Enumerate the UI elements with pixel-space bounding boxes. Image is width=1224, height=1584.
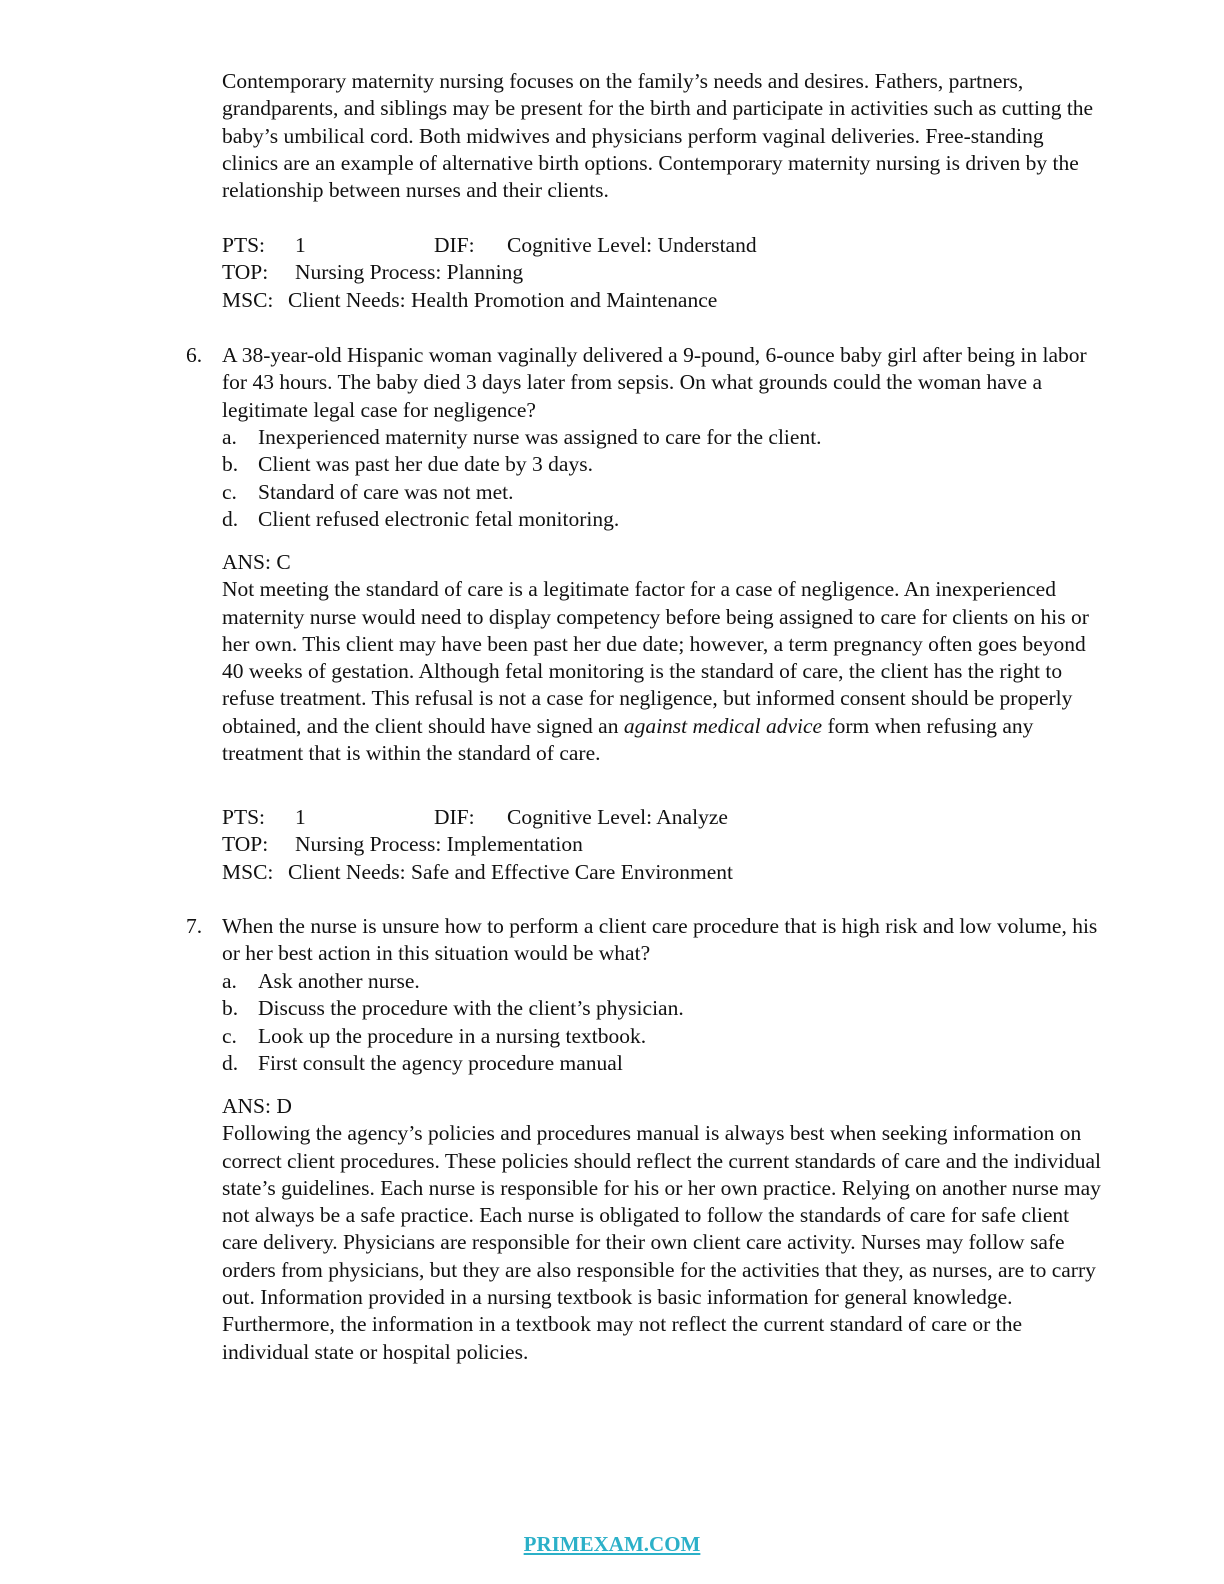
footer-link[interactable]: PRIMEXAM.COM [523, 1532, 701, 1556]
q7-answer-block [222, 1093, 1102, 1366]
option-text: Standard of care was not met. [258, 479, 514, 504]
option-text: First consult the agency procedure manual [258, 1050, 623, 1075]
dif-label: DIF: [434, 233, 475, 257]
option-text: Client refused electronic fetal monitoring. [258, 506, 620, 531]
option-letter: b. [222, 452, 239, 477]
dif-label: DIF: [434, 805, 475, 829]
msc-label: MSC: [222, 287, 274, 312]
option-c [222, 1023, 1102, 1050]
q6-top-row [222, 831, 1102, 858]
q5-top-row [222, 259, 1102, 286]
question-stem: When the nurse is unsure how to perform a client care procedure that is high risk and low volume, his or her best action in this situation would be what? [222, 914, 1098, 966]
pts-label: PTS: [222, 805, 266, 829]
rationale-italic-text: against medical advice [623, 713, 823, 738]
option-letter: d. [222, 506, 239, 531]
option-letter: a. [222, 969, 237, 993]
q6-metadata [222, 804, 1102, 886]
option-letter: c. [222, 1023, 237, 1048]
option-text: Inexperienced maternity nurse was assigned to care for the client. [258, 425, 822, 449]
top-label: TOP: [222, 260, 269, 285]
option-c [222, 479, 1102, 506]
option-b [222, 995, 1102, 1022]
q7-options [222, 968, 1102, 1077]
option-d [222, 506, 1102, 533]
msc-label: MSC: [222, 859, 274, 884]
footer [0, 1531, 1224, 1558]
question-number: 6. [186, 343, 203, 367]
option-b [222, 451, 1102, 478]
q5-rationale-block [222, 68, 1102, 204]
q6-pts-dif-row [222, 804, 1102, 831]
question-stem: A 38-year-old Hispanic woman vaginally delivered a 9-pound, 6-ounce baby girl after being in labor for 43 hours. The baby died 3 days later from sepsis. On what grounds could the woman have a legitimate legal case for negligence? [222, 343, 1087, 422]
q6-answer-block [222, 549, 1102, 767]
option-letter: b. [222, 996, 239, 1021]
question-6 [186, 342, 1106, 424]
pts-value: 1 [295, 805, 306, 829]
top-value: Nursing Process: Planning [295, 260, 524, 285]
dif-value: Cognitive Level: Analyze [507, 805, 728, 829]
option-letter: d. [222, 1050, 239, 1075]
option-text: Discuss the procedure with the client’s physician. [258, 996, 684, 1021]
option-a [222, 424, 1102, 451]
option-a [222, 968, 1102, 995]
option-text: Look up the procedure in a nursing textbook. [258, 1023, 647, 1048]
answer-key: ANS: C [222, 550, 291, 574]
q5-pts-dif-row [222, 232, 1102, 259]
pts-label: PTS: [222, 233, 266, 257]
top-label: TOP: [222, 832, 269, 857]
msc-value: Client Needs: Safe and Effective Care Environment [288, 859, 733, 884]
q6-options [222, 424, 1102, 533]
q5-rationale: Contemporary maternity nursing focuses on the family’s needs and desires. Fathers, partners, grandparents, and siblings may be present for the birth and participate in activities such as cutting the baby’s umbilical cord. Both midwives and physicians perform vaginal deliveries. Free-standing clinics are an example of alternative birth options. Contemporary maternity nursing is driven by the relationship between nurses and their clients. [222, 69, 1094, 203]
q7-rationale: Following the agency’s policies and procedures manual is always best when seeking information on correct client procedures. These policies should reflect the current standards of care and the individual state’s guidelines. Each nurse is responsible for his or her own practice. Relying on another nurse may not always be a safe practice. Each nurse is obligated to follow the standards of care for safe client care delivery. Physicians are responsible for their own client care activity. Nurses may follow safe orders from physicians, but they are also responsible for the activities that they, as nurses, are to carry out. Information provided in a nursing textbook is basic information for general knowledge. Furthermore, the information in a textbook may not reflect the current standard of care or the individual state or hospital policies. [222, 1121, 1101, 1364]
q6-rationale [222, 576, 1102, 767]
answer-key: ANS: D [222, 1094, 292, 1118]
pts-value: 1 [295, 233, 306, 257]
msc-value: Client Needs: Health Promotion and Maintenance [288, 287, 718, 312]
option-d [222, 1050, 1102, 1077]
question-number: 7. [186, 914, 203, 938]
option-text: Ask another nurse. [258, 969, 420, 993]
option-letter: c. [222, 479, 237, 504]
option-letter: a. [222, 425, 237, 449]
q5-metadata [222, 232, 1102, 314]
q6-msc-row [222, 859, 1102, 886]
option-text: Client was past her due date by 3 days. [258, 452, 593, 477]
question-7 [186, 913, 1106, 968]
rationale-text: Not meeting the standard of care is a legitimate factor for a case of negligence. An inexperienced maternity nurse would need to display competency before being assigned to care for clients on his or her own. This client may have been past her due date; however, a term pregnancy often goes beyond 40 weeks of gestation. Although fetal monitoring is the standard of care, the client has the right to refuse treatment. This refusal is not a case for negligence, but informed consent should be properly obtained, and the client should have signed an [222, 577, 1089, 738]
top-value: Nursing Process: Implementation [295, 832, 583, 857]
dif-value: Cognitive Level: Understand [507, 233, 757, 257]
q5-msc-row [222, 287, 1102, 314]
rationale-text: form when refusing any treatment that is within the standard of care. [222, 713, 1034, 766]
